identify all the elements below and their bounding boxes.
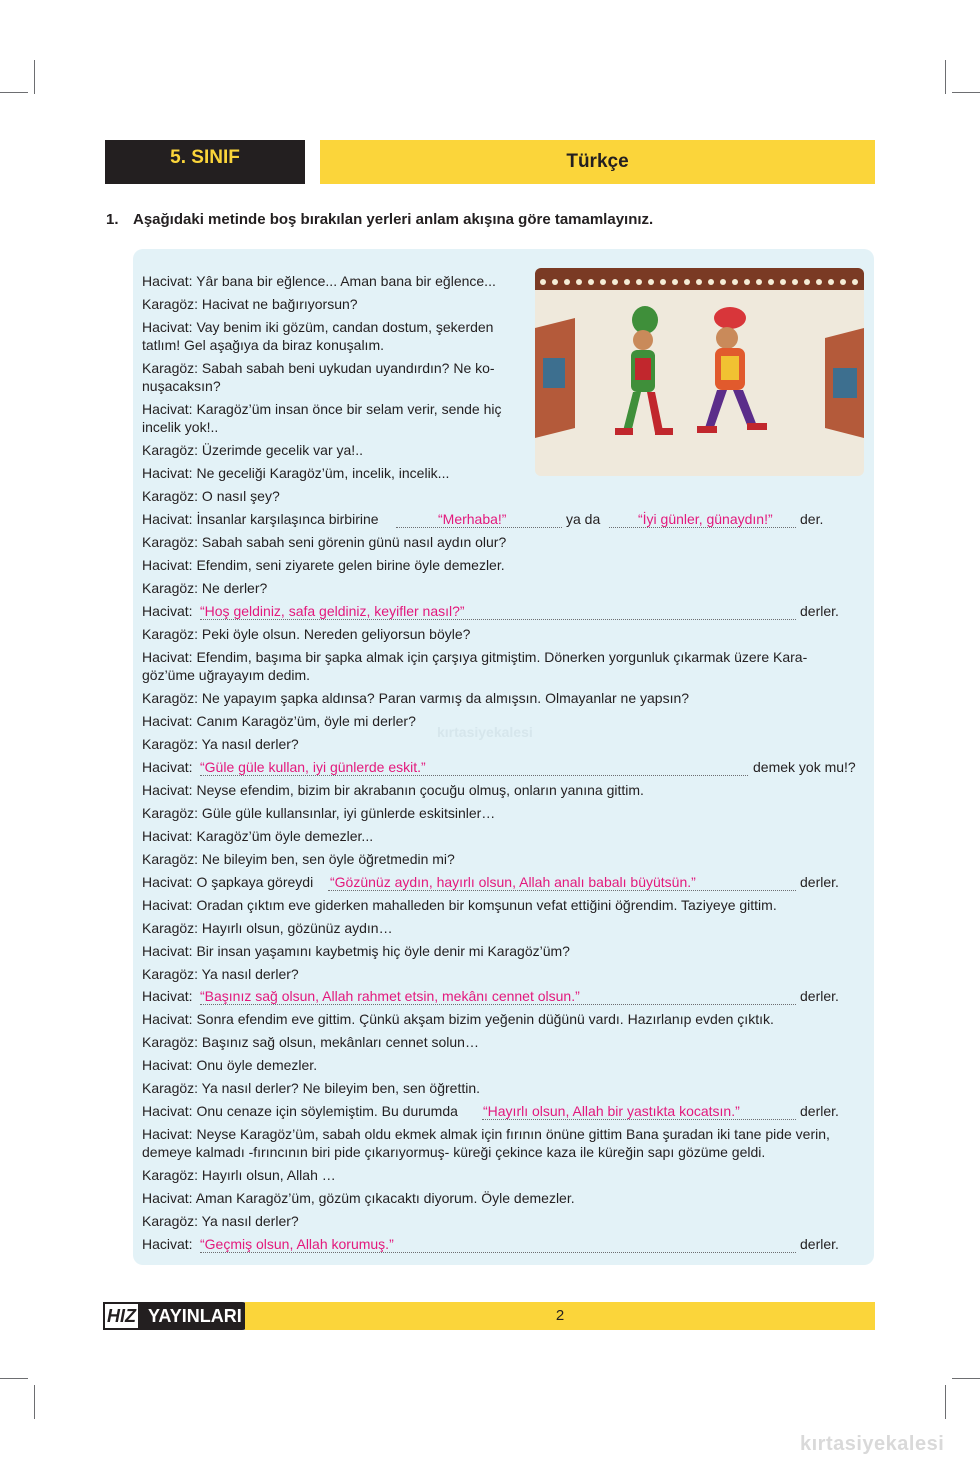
karagoz-hacivat-shadow-play-image bbox=[535, 268, 864, 476]
crop-mark bbox=[952, 92, 980, 93]
dialog-line: tatlım! Gel aşağıya da biraz konuşalım. bbox=[142, 337, 384, 353]
dialog-line: Karagöz: Ne derler? bbox=[142, 580, 268, 596]
crop-mark bbox=[34, 60, 35, 94]
dialog-text-fragment: derler. bbox=[800, 603, 839, 619]
crop-mark bbox=[945, 60, 946, 94]
dialog-line: Karagöz: Ne yapayım şapka aldınsa? Paran varmış da almışsın. Olmayanlar ne yapsın? bbox=[142, 690, 690, 706]
dialog-line: Karagöz: Hacivat ne bağırıyorsun? bbox=[142, 296, 358, 312]
answer-text: “Başınız sağ olsun, Allah rahmet etsin, mekânı cennet olsun.” bbox=[200, 988, 580, 1004]
answer-text: “İyi günler, günaydın!” bbox=[638, 511, 773, 527]
dialog-line: Karagöz: Ya nasıl derler? bbox=[142, 736, 299, 752]
answer-text: “Hoş geldiniz, safa geldiniz, keyifler nasıl?” bbox=[200, 603, 465, 619]
logo-part-yayinlari: YAYINLARI bbox=[140, 1302, 250, 1330]
dialog-line: Karagöz: Sabah sabah seni görenin günü nasıl aydın olur? bbox=[142, 534, 507, 550]
publisher-logo bbox=[103, 1302, 250, 1330]
dialog-line: göz’üme uğrayayım dedim. bbox=[142, 667, 311, 683]
speaker-label: Hacivat: bbox=[142, 603, 193, 619]
crop-mark bbox=[945, 1385, 946, 1419]
dialog-text-fragment: demek yok mu!? bbox=[753, 759, 856, 775]
crop-mark bbox=[952, 1378, 980, 1379]
dialog-line: Karagöz: Peki öyle olsun. Nereden geliyorsun böyle? bbox=[142, 626, 471, 642]
dialog-text-fragment: derler. bbox=[800, 988, 839, 1004]
crop-mark bbox=[0, 1378, 28, 1379]
dialog-line: Karagöz: Başınız sağ olsun, mekânları cennet solun… bbox=[142, 1034, 479, 1050]
question-text: Aşağıdaki metinde boş bırakılan yerleri anlam akışına göre tamamlayınız. bbox=[133, 211, 654, 228]
watermark-corner: kırtasiyekalesi bbox=[800, 1433, 945, 1455]
speaker-label: Hacivat: bbox=[142, 759, 193, 775]
dialog-line: Karagöz: Hayırlı olsun, gözünüz aydın… bbox=[142, 920, 393, 936]
dialog-line: Karagöz: Ne bileyim ben, sen öyle öğretmedin mi? bbox=[142, 851, 455, 867]
dialog-line: Hacivat: Ne geceliği Karagöz’üm, incelik, incelik... bbox=[142, 465, 450, 481]
footer-bar bbox=[245, 1302, 875, 1330]
dialog-line: Hacivat: Oradan çıktım eve giderken mahalleden bir komşunun vefat ettiğini öğrendim. Taziyeye gittim. bbox=[142, 897, 777, 913]
dialog-line: Karagöz: Üzerimde gecelik var ya!.. bbox=[142, 442, 363, 458]
dialog-text-fragment: der. bbox=[800, 511, 824, 527]
dialog-line: incelik yok!.. bbox=[142, 419, 219, 435]
watermark-center: kırtasiyekalesi bbox=[437, 724, 533, 740]
logo-part-hiz: HIZ bbox=[103, 1302, 140, 1330]
dialog-line: Hacivat: Bir insan yaşamını kaybetmiş hiç öyle denir mi Karagöz’üm? bbox=[142, 943, 570, 959]
dialog-line: Hacivat: Yâr bana bir eğlence... Aman bana bir eğlence... bbox=[142, 273, 496, 289]
dialog-text-fragment: derler. bbox=[800, 1103, 839, 1119]
dialog-line: nuşacaksın? bbox=[142, 378, 221, 394]
dialog-line: Karagöz: Ya nasıl derler? Ne bileyim ben, sen öğrettin. bbox=[142, 1080, 481, 1096]
dialog-line: Hacivat: Vay benim iki gözüm, candan dostum, şekerden bbox=[142, 319, 494, 335]
dialog-line: Hacivat: Canım Karagöz’üm, öyle mi derler? bbox=[142, 713, 416, 729]
subject-header bbox=[320, 140, 875, 184]
dialog-line: demeye kalmadı -fırıncının biri pide çıkarıyormuş- küreği çekince kaza ile küreğin sapı gözüme geldi. bbox=[142, 1144, 766, 1160]
dialog-line: Karagöz: O nasıl şey? bbox=[142, 488, 280, 504]
dialog-line: Hacivat: Efendim, başıma bir şapka almak için çarşıya gitmiştim. Dönerken yorgunluk çıkarmak üzere Kara- bbox=[142, 649, 808, 665]
answer-text: “Gözünüz aydın, hayırlı olsun, Allah analı babalı büyütsün.” bbox=[330, 874, 696, 890]
question-prompt bbox=[106, 211, 876, 228]
dialog-text-fragment: derler. bbox=[800, 874, 839, 890]
dialog-line: Hacivat: Karagöz’üm öyle demezler... bbox=[142, 828, 374, 844]
page-number: 2 bbox=[555, 1307, 565, 1324]
dialog-line: Hacivat: Neyse efendim, bizim bir akrabanın çocuğu olmuş, onların yanına gittim. bbox=[142, 782, 644, 798]
crop-mark bbox=[34, 1385, 35, 1419]
dialog-line: Hacivat: Karagöz’üm insan önce bir selam verir, sende hiç bbox=[142, 401, 502, 417]
dialog-line: Hacivat: Aman Karagöz’üm, gözüm çıkacaktı diyorum. Öyle demezler. bbox=[142, 1190, 575, 1206]
dialog-line: Hacivat: Neyse Karagöz’üm, sabah oldu ekmek almak için fırının önüne gittim Bana şuradan iki tane pide verin, bbox=[142, 1126, 830, 1142]
answer-text: “Hayırlı olsun, Allah bir yastıkta kocatsın.” bbox=[483, 1103, 740, 1119]
speaker-label: Hacivat: bbox=[142, 988, 193, 1004]
dialog-line: Hacivat: Onu öyle demezler. bbox=[142, 1057, 318, 1073]
dialog-text-fragment: derler. bbox=[800, 1236, 839, 1252]
answer-text: “Geçmiş olsun, Allah korumuş.” bbox=[200, 1236, 394, 1252]
answer-text: “Merhaba!” bbox=[438, 511, 507, 527]
dialog-line: Hacivat: Efendim, seni ziyarete gelen birine öyle demezler. bbox=[142, 557, 505, 573]
speaker-label: Hacivat: bbox=[142, 1236, 193, 1252]
grade-header bbox=[105, 140, 305, 184]
subject-label: Türkçe bbox=[566, 151, 629, 172]
dialog-line: Hacivat: Sonra efendim eve gittim. Çünkü akşam bizim yeğenin düğünü vardı. Hazırlanıp evden çıktık. bbox=[142, 1011, 774, 1027]
crop-mark bbox=[0, 92, 28, 93]
dialog-line: Karagöz: Hayırlı olsun, Allah … bbox=[142, 1167, 336, 1183]
answer-text: “Güle güle kullan, iyi günlerde eskit.” bbox=[200, 759, 426, 775]
dialog-line: Hacivat: İnsanlar karşılaşınca birbirine bbox=[142, 511, 379, 527]
dialog-text-fragment: ya da bbox=[566, 511, 601, 527]
dialog-line: Hacivat: Onu cenaze için söylemiştim. Bu durumda bbox=[142, 1103, 458, 1119]
dialog-line: Hacivat: O şapkaya göreydi bbox=[142, 874, 314, 890]
dialog-line: Karagöz: Sabah sabah beni uykudan uyandırdın? Ne ko- bbox=[142, 360, 495, 376]
dialog-line: Karagöz: Ya nasıl derler? bbox=[142, 1213, 299, 1229]
question-number: 1. bbox=[106, 211, 119, 228]
grade-label: 5. SINIF bbox=[170, 147, 240, 168]
dialog-line: Karagöz: Güle güle kullansınlar, iyi günlerde eskitsinler… bbox=[142, 805, 496, 821]
dialog-line: Karagöz: Ya nasıl derler? bbox=[142, 966, 299, 982]
